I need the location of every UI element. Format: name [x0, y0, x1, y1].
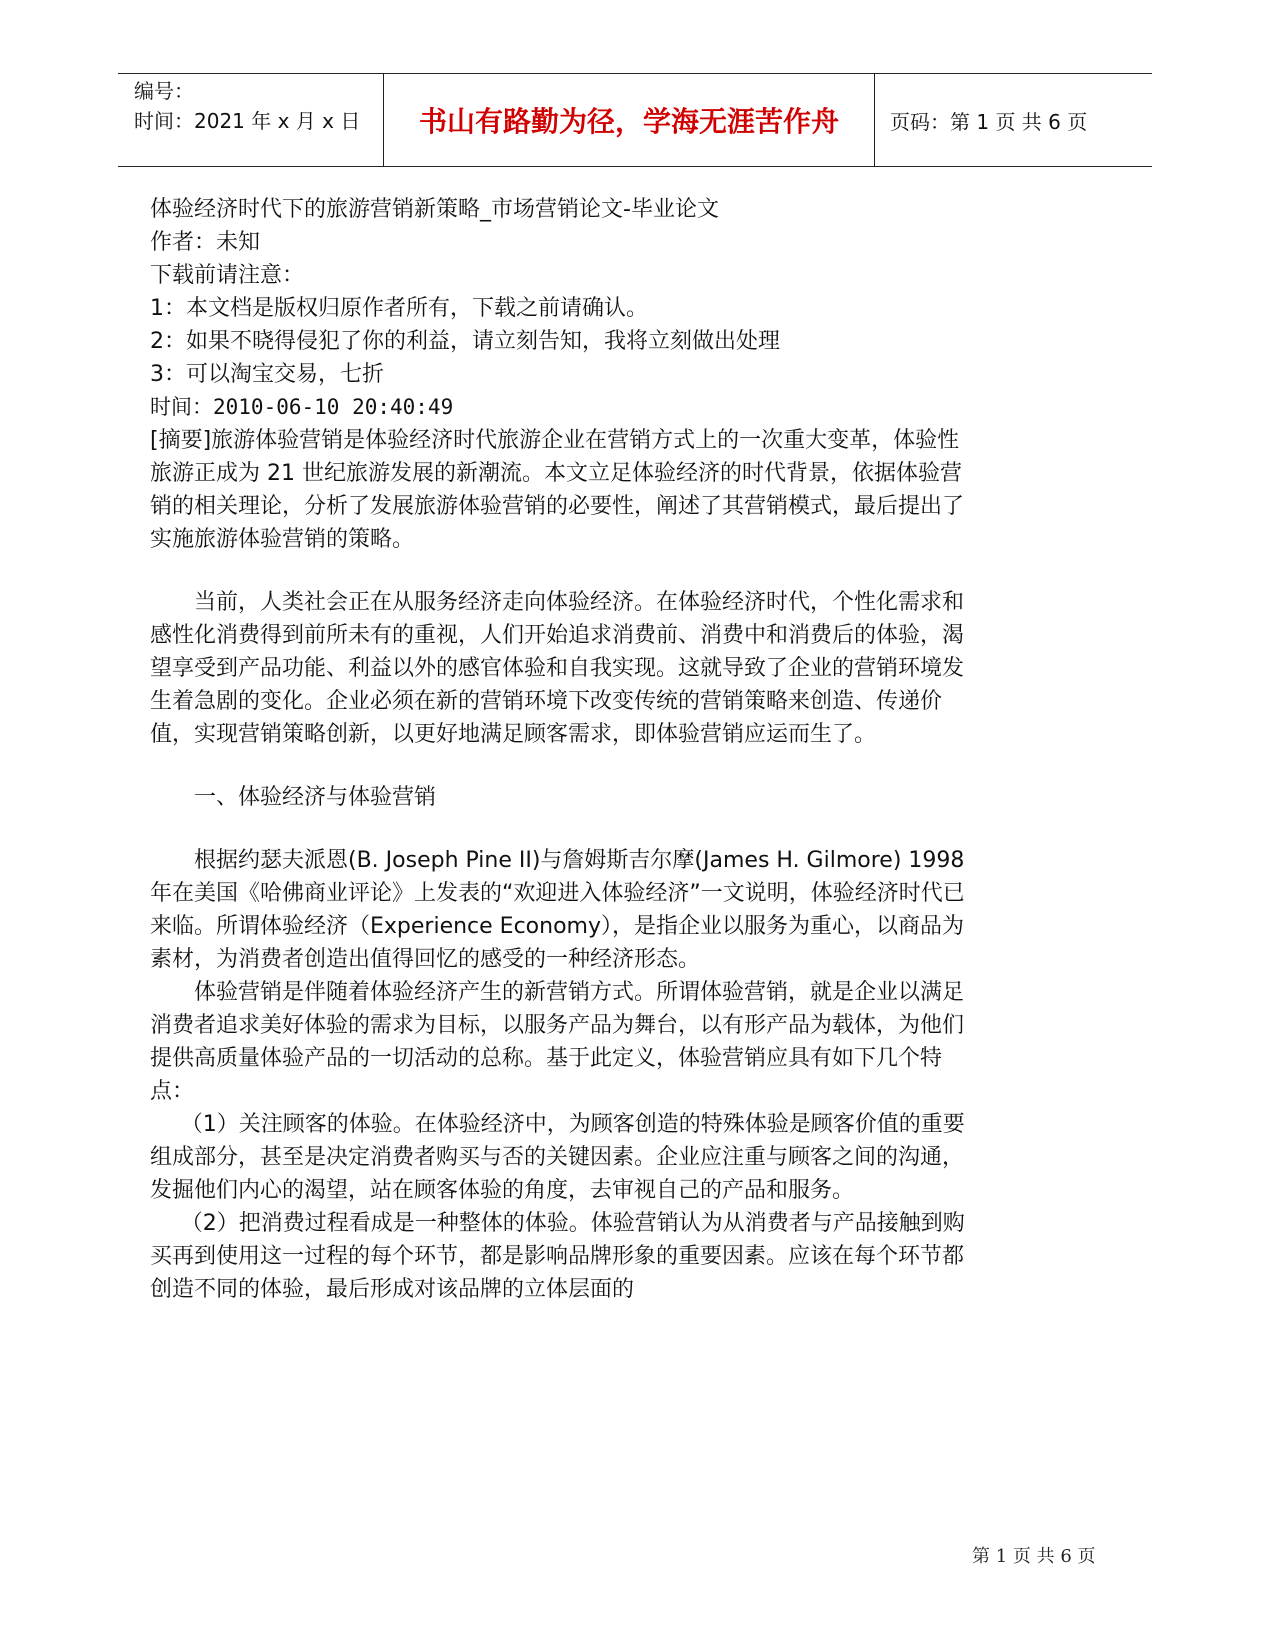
section-heading-1: 一、体验经济与体验营销	[194, 785, 437, 810]
header-meta	[118, 74, 384, 166]
abstract-paragraph: [摘要]旅游体验营销是体验经济时代旅游企业在营销方式上的一次重大变革，体验性旅游正成为 21 世纪旅游发展的新潮流。本文立足体验经济的时代背景，依据体验营销的相关理论，分析了发展旅游体验营销的必要性，阐述了其营销模式，最后提出了实施旅游体验营销的策略。	[150, 428, 965, 552]
intro-paragraph: 当前，人类社会正在从服务经济走向体验经济。在体验经济时代，个性化需求和感性化消费得到前所未有的重视，人们开始追求消费前、消费中和消费后的体验，渴望享受到产品功能、利益以外的感官体验和自我实现。这就导致了企业的营销环境发生着急剧的变化。企业必须在新的营销环境下改变传统的营销策略来创造、传递价值，实现营销策略创新，以更好地满足顾客需求，即体验营销应运而生了。	[150, 590, 965, 747]
doc-title: 体验经济时代下的旅游营销新策略_市场营销论文-毕业论文	[150, 197, 719, 222]
body-paragraph-1: 根据约瑟夫派恩(B. Joseph Pine II)与詹姆斯吉尔摩(James H. Gilmore) 1998 年在美国《哈佛商业评论》上发表的“欢迎进入体验经济”一文说明，体验经济时代已来临。所谓体验经济（Experience Economy），是指企业以服务为重心，以商品为素材，为消费者创造出值得回忆的感受的一种经济形态。	[150, 848, 965, 972]
doc-timestamp: 时间：2010-06-10 20:40:49	[150, 395, 454, 419]
page-number-footer: 第 1 页 共 6 页	[972, 1546, 1096, 1567]
code-label: 编号：	[134, 79, 194, 103]
notice-title: 下载前请注意：	[150, 263, 305, 288]
feature-point-1: （1）关注顾客的体验。在体验经济中，为顾客创造的特殊体验是顾客价值的重要组成部分，甚至是决定消费者购买与否的关键因素。企业应注重与顾客之间的沟通，发掘他们内心的渴望，站在顾客体验的角度，去审视自己的产品和服务。	[150, 1112, 965, 1203]
time-label: 时间：2021 年 x 月 x 日	[134, 109, 361, 133]
header-motto: 书山有路勤为径，学海无涯苦作舟	[384, 74, 875, 166]
notice-item-2: 2：如果不晓得侵犯了你的利益，请立刻告知，我将立刻做出处理	[150, 329, 780, 354]
notice-item-1: 1：本文档是版权归原作者所有，下载之前请确认。	[150, 296, 648, 321]
notice-item-3: 3：可以淘宝交易，七折	[150, 362, 384, 387]
body-paragraph-2: 体验营销是伴随着体验经济产生的新营销方式。所谓体验营销，就是企业以满足消费者追求美好体验的需求为目标，以服务产品为舞台，以有形产品为载体，为他们提供高质量体验产品的一切活动的总称。基于此定义，体验营销应具有如下几个特点：	[150, 980, 965, 1104]
page-header	[118, 73, 1152, 167]
doc-author: 作者：未知	[150, 230, 261, 255]
feature-point-2: （2）把消费过程看成是一种整体的体验。体验营销认为从消费者与产品接触到购买再到使用这一过程的每个环节，都是影响品牌形象的重要因素。应该在每个环节都创造不同的体验，最后形成对该品牌的立体层面的	[150, 1211, 965, 1302]
document-body	[150, 193, 970, 1306]
header-page-info: 页码：第 1 页 共 6 页	[890, 109, 1088, 134]
